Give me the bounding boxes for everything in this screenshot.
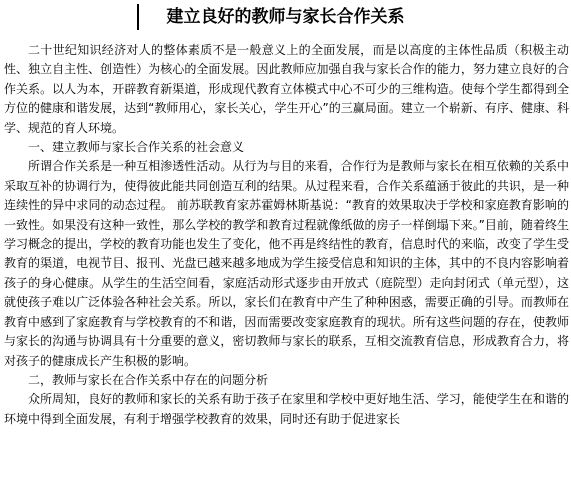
section-1-paragraph: 所谓合作关系是一种互相渗透性活动。从行为与目的来看，合作行为是教师与家长在相互依赖的关系中采取互补的协调行为，使得彼此能共同创造互利的结果。从过程来看，合作关系蕴涵于彼此的共识，是一种连续性的异中求同的动态过程。 前苏联教育家苏霍姆林斯基说：“教育的效果取决于学校和家庭教育影响的一致性。如果没有这种一致性，那么学校的教学和教育过程就像纸做的房子一样倒塌下来。”目前，随着终生学习概念的提出，学校的教育功能也发生了变化，他不再是终结性的教育，信息时代的来临，改变了学生受教育的渠道，电视节目、报刊、光盘已越来越多地成为学生接受信息和知识的主体，其中的不良内容影响着孩子的身心健康。从学生的生活空间看，家庭活动形式逐步由开放式（庭院型）走向封闭式（单元型），这就使孩子难以广泛体验各种社会关系。所以，家长们在教育中产生了种种困惑，需要正确的引导。而教师在教育中感到了家庭教育与学校教育的不和谐，因而需要改变家庭教育的现状。所有这些问题的存在，使教师与家长的沟通与协调具有十分重要的意义，密切教师与家长的联系，互相交流教育信息，形成教育合力，将对孩子的健康成长产生积极的影响。	[4, 159, 569, 368]
document-body	[4, 41, 569, 429]
document-title: 建立良好的教师与家长合作关系	[166, 7, 405, 27]
intro-paragraph: 二十世纪知识经济对人的整体素质不是一般意义上的全面发展，而是以高度的主体性品质（积极主动性、独立自主性、创造性）为核心的全面发展。因此教师应加强自我与家长合作的能力，努力建立良好的合作关系。以人为本，开辟教育新渠道，形成现代教育立体模式中心不可少的三维构造。使每个学生都得到全方位的健康和谐发展，达到“教师用心，家长关心，学生开心”的三赢局面。建立一个崭新、有序、健康、科学、规范的育人环境。	[4, 43, 569, 135]
section-heading-2: 二，教师与家长在合作关系中存在的问题分析	[28, 372, 269, 387]
section-heading-1: 一、建立教师与家长合作关系的社会意义	[28, 140, 245, 155]
section-2-paragraph: 众所周知，良好的教师和家长的关系有助于孩子在家里和学校中更好地生活、学习，能使学生在和谐的环境中得到全面发展，有利于增强学校教育的效果，同时还有助于促进家长	[4, 392, 569, 426]
